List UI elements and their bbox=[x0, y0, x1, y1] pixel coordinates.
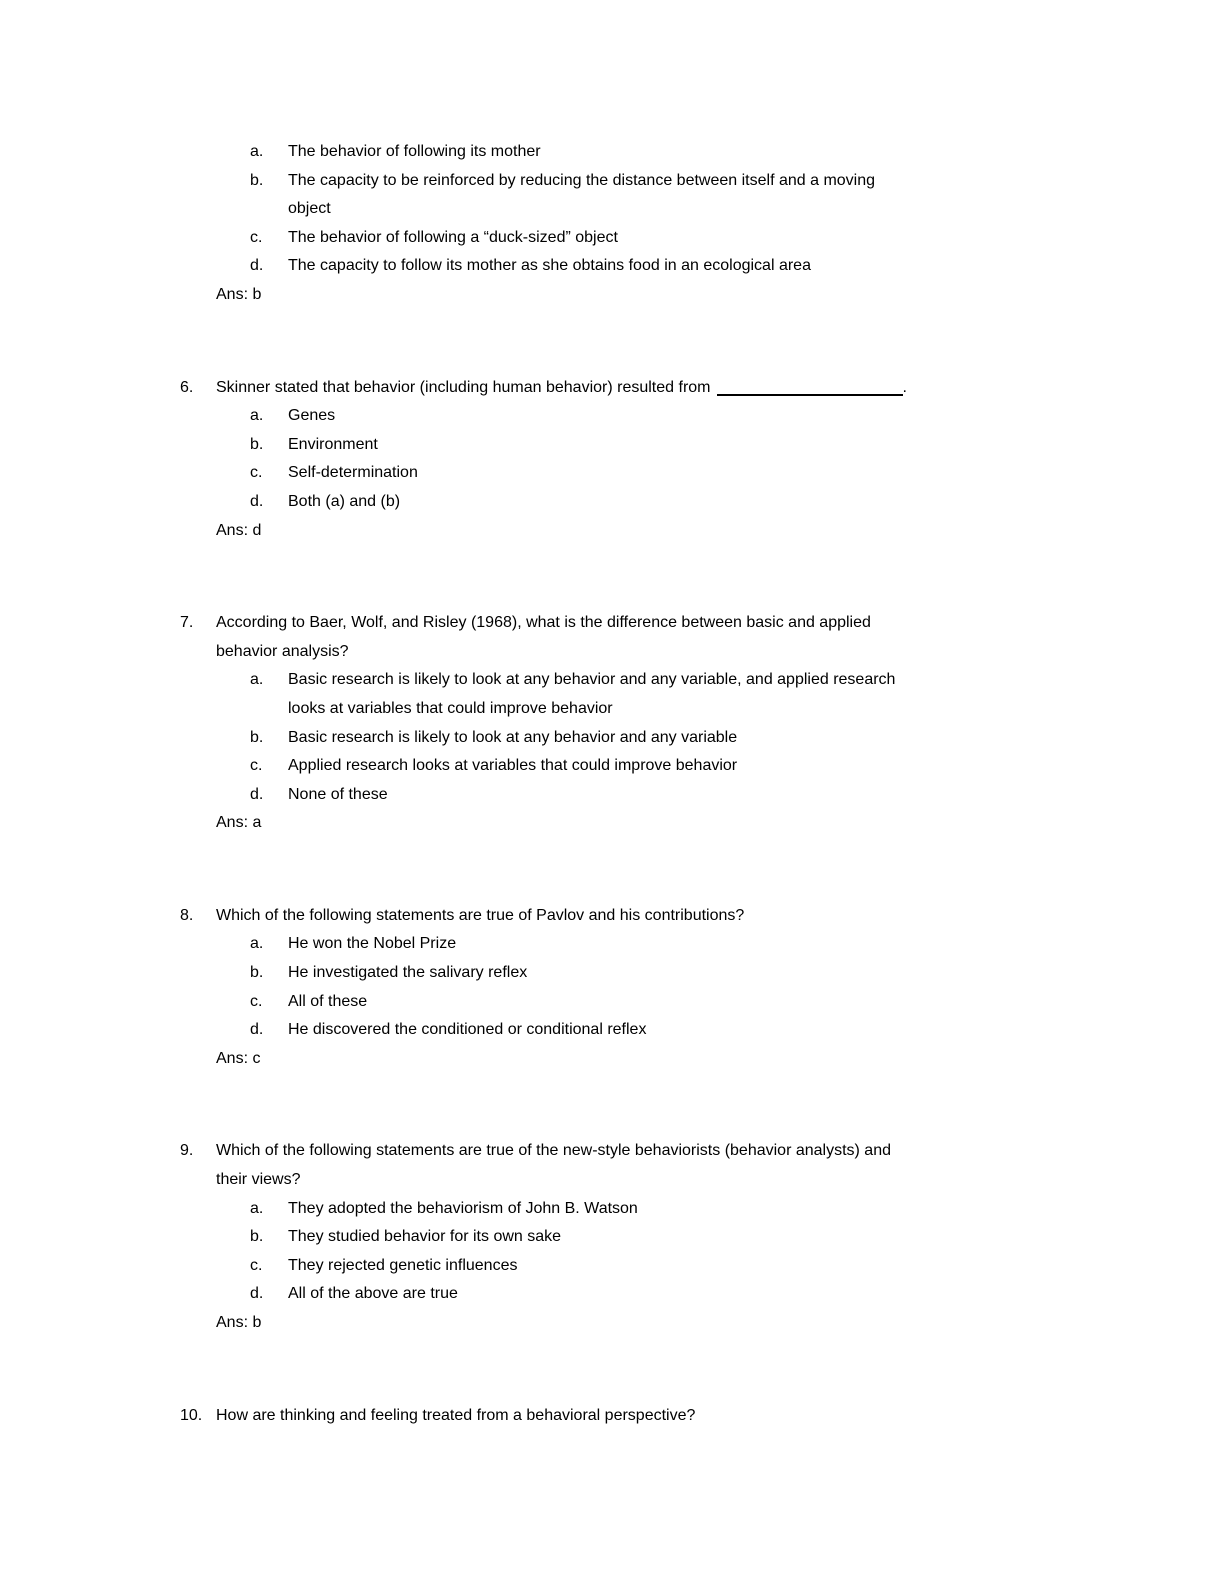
option-letter: d. bbox=[250, 1285, 264, 1303]
option-text: All of the above are true bbox=[288, 1285, 458, 1303]
option-text: He won the Nobel Prize bbox=[288, 935, 457, 953]
option-row bbox=[0, 1280, 1224, 1309]
question-line bbox=[0, 609, 1224, 638]
question-text: Which of the following statements are true of Pavlov and his contributions? bbox=[216, 906, 745, 924]
question-block-10 bbox=[0, 1402, 1224, 1431]
option-text: Genes bbox=[288, 407, 336, 425]
question-line bbox=[0, 1137, 1224, 1166]
option-letter: a. bbox=[250, 935, 264, 953]
option-text: They rejected genetic influences bbox=[288, 1256, 518, 1274]
option-text: Self-determination bbox=[288, 464, 418, 482]
question-line bbox=[0, 1402, 1224, 1431]
question-block-7 bbox=[0, 609, 1224, 838]
option-letter: b. bbox=[250, 728, 264, 746]
option-letter: c. bbox=[250, 992, 263, 1010]
option-text: Both (a) and (b) bbox=[288, 492, 401, 510]
option-text: Applied research looks at variables that could improve behavior bbox=[288, 757, 738, 775]
option-letter: b. bbox=[250, 435, 264, 453]
question-number: 10. bbox=[180, 1406, 203, 1424]
option-letter: d. bbox=[250, 492, 264, 510]
option-text: They studied behavior for its own sake bbox=[288, 1228, 562, 1246]
option-letter: c. bbox=[250, 757, 263, 775]
option-row bbox=[0, 724, 1224, 753]
option-text: Environment bbox=[288, 435, 378, 453]
question-block-6 bbox=[0, 374, 1224, 546]
option-row bbox=[0, 488, 1224, 517]
option-row bbox=[0, 781, 1224, 810]
question-text-continuation: their views? bbox=[216, 1171, 301, 1189]
option-text: The behavior of following its mother bbox=[288, 143, 541, 160]
option-text: He investigated the salivary reflex bbox=[288, 964, 528, 982]
option-row bbox=[0, 930, 1224, 959]
option-letter: c. bbox=[250, 228, 263, 246]
question-number: 9. bbox=[180, 1142, 194, 1160]
option-letter: d. bbox=[250, 785, 264, 803]
option-row bbox=[0, 167, 1224, 196]
option-letter: d. bbox=[250, 1021, 264, 1039]
question-number: 7. bbox=[180, 614, 194, 632]
option-letter: b. bbox=[250, 171, 264, 189]
option-row bbox=[0, 1252, 1224, 1281]
question-line bbox=[0, 902, 1224, 931]
option-row bbox=[0, 959, 1224, 988]
option-row bbox=[0, 1016, 1224, 1045]
option-row bbox=[0, 988, 1224, 1017]
answer-line: Ans: b bbox=[216, 1314, 262, 1331]
option-text: They adopted the behaviorism of John B. Watson bbox=[288, 1199, 638, 1217]
question-text: How are thinking and feeling treated from a behavioral perspective? bbox=[216, 1406, 696, 1424]
answer-line: Ans: b bbox=[216, 285, 262, 303]
answer-line: Ans: a bbox=[216, 814, 262, 832]
fill-in-blank-underline bbox=[717, 392, 903, 396]
option-row bbox=[0, 224, 1224, 253]
option-row bbox=[0, 1195, 1224, 1224]
option-row bbox=[0, 402, 1224, 431]
question-number: 6. bbox=[180, 378, 194, 396]
option-row bbox=[0, 138, 1224, 167]
option-letter: a. bbox=[250, 407, 264, 425]
option-row bbox=[0, 459, 1224, 488]
question-text: Which of the following statements are true of the new-style behaviorists (behavior analysts) and bbox=[216, 1142, 891, 1160]
option-text: Basic research is likely to look at any behavior and any variable bbox=[288, 728, 738, 746]
question-number: 8. bbox=[180, 906, 194, 924]
question-block-8 bbox=[0, 902, 1224, 1074]
option-letter: b. bbox=[250, 964, 264, 982]
question-block-5-options bbox=[0, 138, 1224, 310]
option-row bbox=[0, 1223, 1224, 1252]
question-text-continuation: behavior analysis? bbox=[216, 642, 349, 660]
option-text: Basic research is likely to look at any behavior and any variable, and applied research bbox=[288, 671, 896, 689]
option-text: He discovered the conditioned or conditional reflex bbox=[288, 1021, 647, 1039]
option-row bbox=[0, 252, 1224, 281]
answer-line: Ans: d bbox=[216, 521, 262, 539]
option-text: None of these bbox=[288, 785, 388, 803]
option-letter: b. bbox=[250, 1228, 264, 1246]
option-letter: c. bbox=[250, 464, 263, 482]
option-row bbox=[0, 431, 1224, 460]
question-text: According to Baer, Wolf, and Risley (1968), what is the difference between basic and applied bbox=[216, 614, 871, 632]
answer-line: Ans: c bbox=[216, 1049, 261, 1067]
question-text-period: . bbox=[902, 378, 907, 396]
option-letter: a. bbox=[250, 671, 264, 689]
question-text: Skinner stated that behavior (including human behavior) resulted from bbox=[216, 378, 711, 396]
option-text-continuation: looks at variables that could improve behavior bbox=[288, 699, 613, 717]
question-block-9 bbox=[0, 1137, 1224, 1337]
option-row bbox=[0, 666, 1224, 695]
option-letter: d. bbox=[250, 257, 264, 275]
option-text: The capacity to be reinforced by reducing the distance between itself and a moving bbox=[288, 171, 876, 189]
option-letter: a. bbox=[250, 1199, 264, 1217]
option-text: The capacity to follow its mother as she obtains food in an ecological area bbox=[288, 257, 811, 275]
question-line bbox=[0, 374, 1224, 403]
option-text: All of these bbox=[288, 992, 368, 1010]
option-letter: c. bbox=[250, 1256, 263, 1274]
option-text-continuation: object bbox=[288, 200, 331, 218]
option-text: The behavior of following a “duck-sized” object bbox=[288, 228, 618, 246]
option-letter: a. bbox=[250, 143, 264, 160]
option-row bbox=[0, 752, 1224, 781]
